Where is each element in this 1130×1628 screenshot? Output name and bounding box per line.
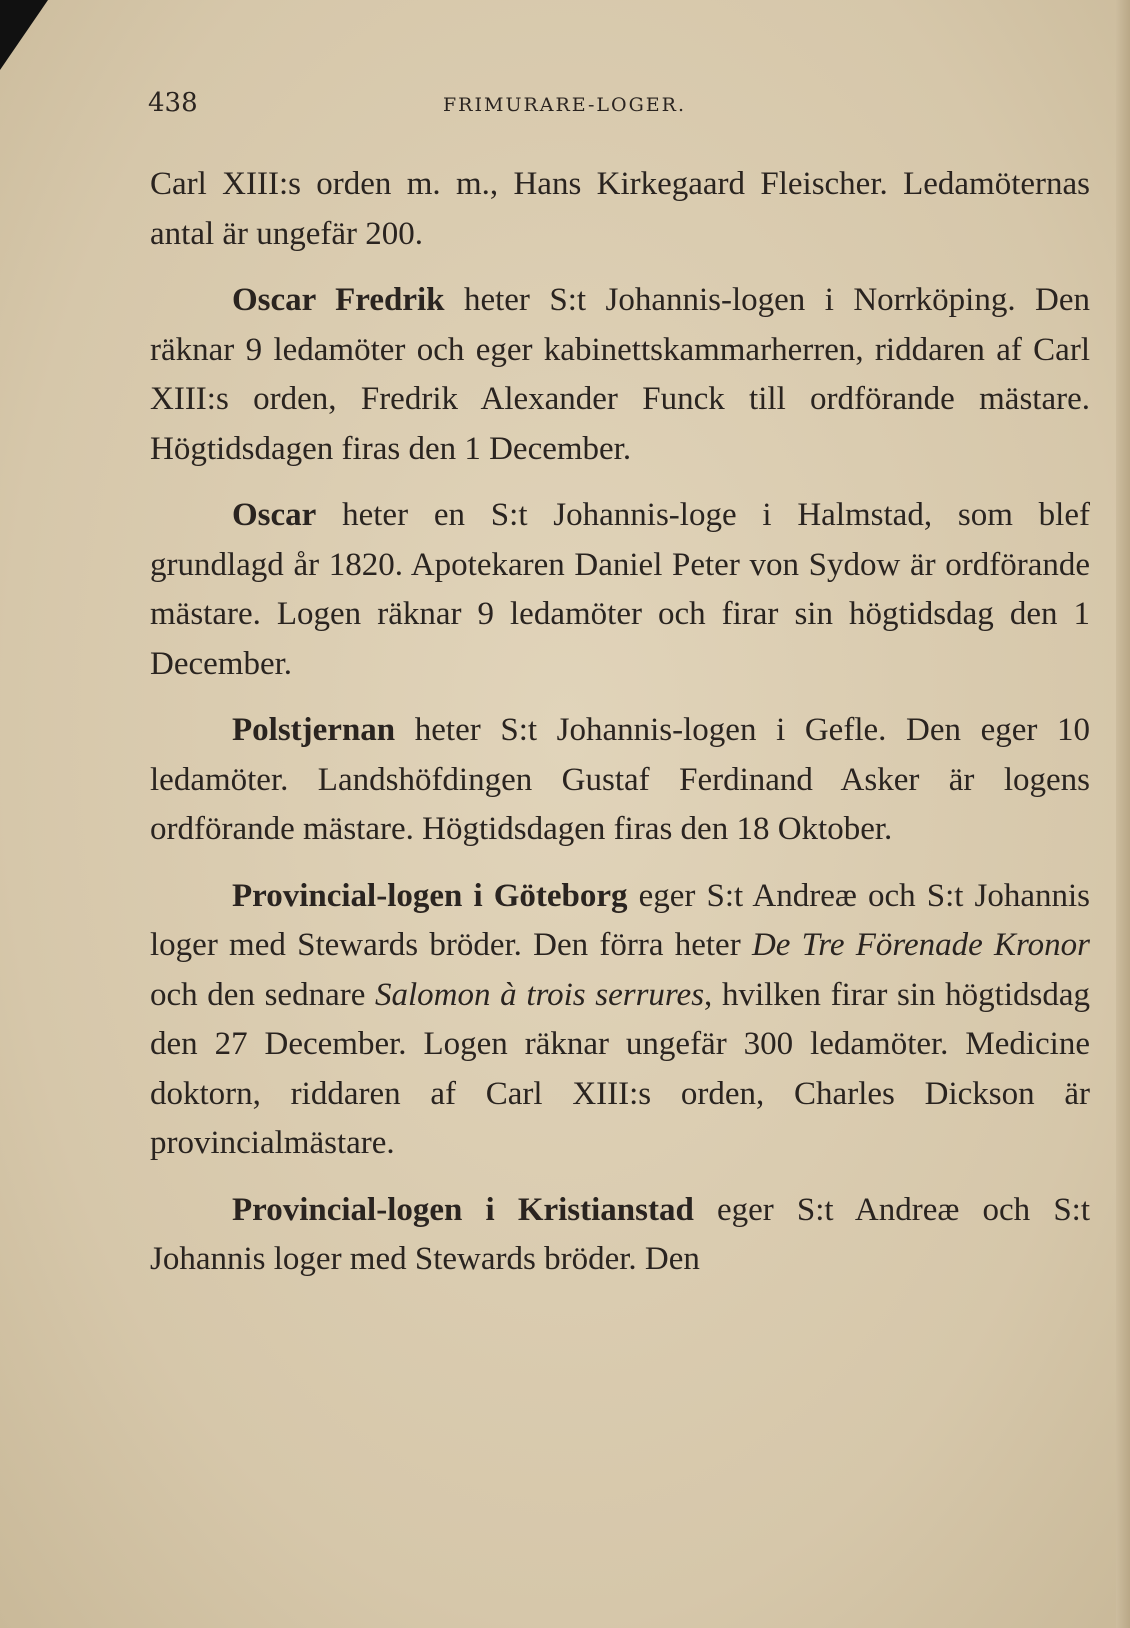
body-text: [150, 160, 1090, 1302]
paragraph-text: Carl XIII:s orden m. m., Hans Kirkegaard Fleischer. Ledamöternas antal är ungefär 200.: [150, 166, 1090, 252]
paragraph: [150, 706, 1090, 855]
paragraph-text: heter en S:t Johannis-loge i Halmstad, som blef grundlagd år 1820. Apotekaren Daniel Peter von Sydow är ordförande mästare. Logen räknar 9 ledamöter och firar sin högtidsdag den 1 December.: [150, 497, 1090, 682]
paragraph-text: , hvilken firar sin högtidsdag den 27 December. Logen räknar ungefär 300 ledamöter. Medicine doktorn, riddaren af Carl XIII:s orden, Charles Dickson är provincialmästare.: [150, 976, 1090, 1161]
paragraph-text: heter S:t Johannis-logen i Gefle. Den eger 10 ledamöter. Landshöfdingen Gustaf Ferdinand Asker är logens ordförande mästare. Högtidsdagen firas den 18 Oktober.: [150, 712, 1090, 847]
paragraph-text: och den sednare: [150, 976, 376, 1013]
paragraph: [150, 276, 1090, 474]
paragraph: [150, 1186, 1090, 1285]
paragraph: [150, 491, 1090, 689]
running-title: FRIMURARE-LOGER.: [443, 94, 687, 116]
scan-corner: [0, 0, 48, 70]
lodge-name: Provincial-logen i Göteborg: [232, 877, 628, 914]
paragraph-text: eger S:t Andreæ och S:t Johannis loger med Stewards bröder. Den förra heter: [150, 877, 1090, 963]
page-header: [148, 88, 1088, 128]
paragraph: [150, 872, 1090, 1169]
lodge-name: Oscar: [232, 497, 317, 533]
italic-title: Salomon à trois serrures: [375, 976, 705, 1013]
paragraph: [150, 160, 1090, 259]
page-number: 438: [148, 88, 198, 118]
italic-title: De Tre Förenade Kronor: [751, 927, 1090, 963]
page-edge: [1116, 0, 1130, 1628]
lodge-name: Provincial-logen i Kristianstad: [232, 1191, 694, 1228]
paragraph-text: eger S:t Andreæ och S:t Johannis loger med Stewards bröder. Den: [150, 1191, 1091, 1277]
lodge-name: Polstjernan: [232, 712, 396, 748]
lodge-name: Oscar Fredrik: [232, 282, 445, 318]
paragraph-text: heter S:t Johannis-logen i Norrköping. Den räknar 9 ledamöter och eger kabinettskammarherren, riddaren af Carl XIII:s orden, Fredrik Alexander Funck till ordförande mästare. Högtidsdagen firas den 1 December.: [150, 282, 1090, 467]
